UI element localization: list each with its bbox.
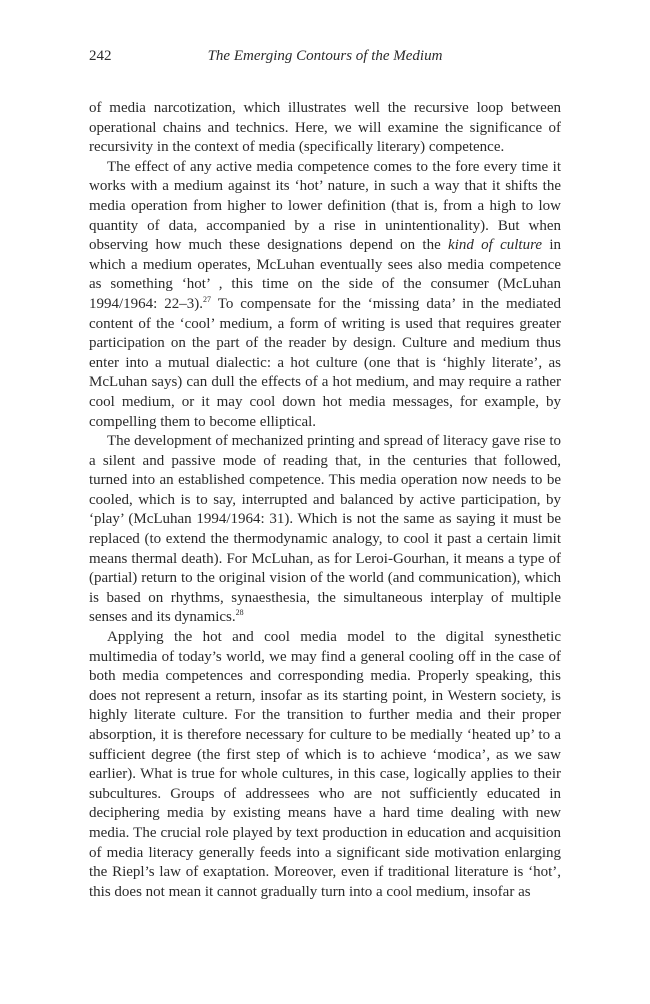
paragraph-1: of media narcotization, which illustrates well the recursive loop between operational chains and technics. Here, we will examine the significance of recursivity in the context of media (specifically literary) competence. <box>89 100 561 156</box>
running-header <box>89 48 561 72</box>
paragraph-3 <box>89 432 561 628</box>
paragraph-4: Applying the hot and cool media model to the digital synesthetic multimedia of today’s world, we may find a general cooling off in the case of both media competences and corresponding media. Properly speaking, this does not represent a return, insofar as its starting point, in Western society, is highly literate culture. For the transition to further media and their proper absorption, it is therefore necessary for culture to be medially ‘heated up’ to a sufficient degree (the first step of which is to achieve ‘modica’, as we saw earlier). What is true for whole cultures, in this case, logically applies to their subcultures. Groups of addressees who are not sufficiently educated in deciphering media by existing means have a hard time dealing with new media. The crucial role played by text production in education and acquisition of media literacy generally feeds into a significant side motivation enlarging the Riepl’s law of exaptation. Moreover, even if traditional literature is ‘hot’, this does not mean it cannot gradually turn into a cool medium, insofar as <box>89 629 561 900</box>
paragraph-2-text-b: in which a medium operates, McLuhan eventually sees also media competence as something ‘hot’ , this time on the side of the consumer (McLuhan 1994/1964: 22–3). <box>89 237 561 312</box>
footnote-ref-27: 27 <box>203 294 212 304</box>
paragraph-3-text: The development of mechanized printing and spread of literacy gave rise to a silent and passive mode of reading that, in the centuries that followed, turned into an established competence. This media operation now needs to be cooled, which is to say, interrupted and balanced by active participation, by ‘play’ (McLuhan 1994/1964: 31). Which is not the same as saying it must be replaced (to extend the thermodynamic analogy, to cool it past a certain limit means thermal death). For McLuhan, as for Leroi-Gourhan, it means a type of (partial) return to the original vision of the world (and communication), which is based on rhythms, synaesthesia, the simultaneous interplay of multiple senses and its dynamics. <box>89 433 561 626</box>
page-number: 242 <box>89 48 112 64</box>
paragraph-2-text-c: To compensate for the ‘missing data’ in the mediated content of the ‘cool’ medium, a form of writing is used that requires greater participation on the part of the reader by design. Culture and medium thus enter into a mutual dialectic: a hot culture (one that is ‘highly literate’, as McLuhan says) can dull the effects of a hot medium, and may require a rather cool medium, or it may cool down hot media messages, for example, by compelling them to become elliptical. <box>89 295 561 430</box>
running-title: The Emerging Contours of the Medium <box>207 48 443 64</box>
footnote-ref-28: 28 <box>235 608 244 618</box>
paragraph-2 <box>89 158 561 432</box>
body-text <box>89 99 561 902</box>
paragraph-2-emphasis: kind of culture <box>448 237 543 254</box>
paragraph-2-text-a: The effect of any active media competence comes to the fore every time it works with a medium against its ‘hot’ nature, in such a way that it shifts the media operation from higher to lower definition (that is, from a high to low quantity of data, accompanied by a rise in unintentionality). But when observing how much these designations depend on the <box>89 158 561 254</box>
